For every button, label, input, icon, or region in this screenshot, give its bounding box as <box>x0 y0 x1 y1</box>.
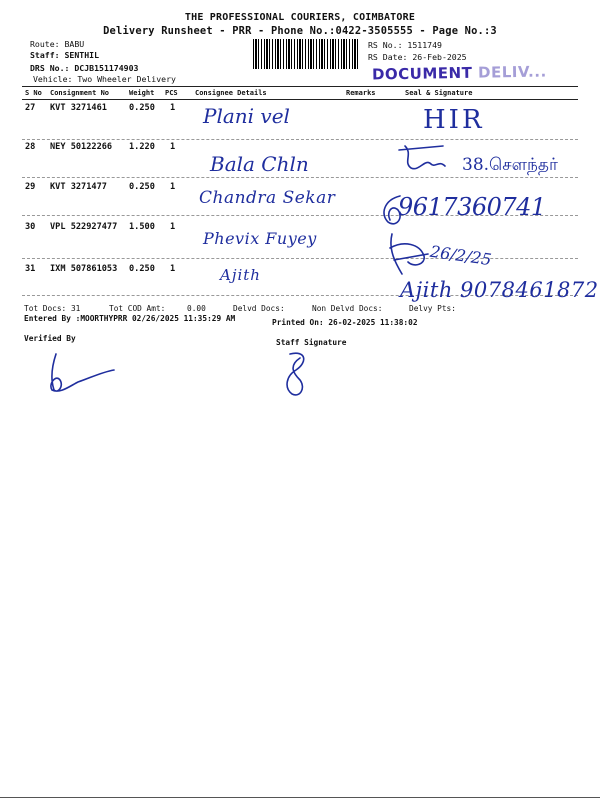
row-consignee-handwritten: Chandra Sekar <box>199 188 336 208</box>
table-top-rule <box>22 86 578 87</box>
row-consignee-handwritten: Plani vel <box>203 104 290 128</box>
row-weight: 0.250 <box>129 103 155 113</box>
signature-row-31: Ajith 9078461872 <box>400 278 599 302</box>
company-title: THE PROFESSIONAL COURIERS, COIMBATORE <box>184 12 416 23</box>
runsheet-subtitle: Delivery Runsheet - PRR - Phone No.:0422-3505555 - Page No.:3 <box>103 25 497 37</box>
row-consignee-handwritten: Bala Chln <box>210 152 309 176</box>
col-consignee: Consignee Details <box>195 89 267 97</box>
verified-by-label: Verified By <box>24 334 76 343</box>
row-consignment: VPL 522927477 <box>50 222 118 232</box>
row-divider <box>22 139 578 140</box>
document-delivered-stamp <box>372 62 547 83</box>
tot-cod-value: 0.00 <box>187 304 206 313</box>
signature-row-27: HIR <box>423 105 485 135</box>
row-weight: 1.220 <box>129 142 155 152</box>
row-weight: 1.500 <box>129 222 155 232</box>
stamp-main-text: DOCUMENT <box>371 63 473 84</box>
verified-by-signature <box>30 350 120 400</box>
stamp-faded-text: DELIV... <box>472 62 547 82</box>
row-pcs: 1 <box>170 264 176 274</box>
row-consignment: KVT 3271461 <box>50 103 107 113</box>
row-pcs: 1 <box>170 222 176 232</box>
non-delvd-docs: Non Delvd Docs: <box>312 304 383 313</box>
row-consignee-handwritten: Ajith <box>220 266 261 284</box>
col-remarks: Remarks <box>346 89 376 97</box>
printed-on: Printed On: 26-02-2025 11:38:02 <box>272 318 418 327</box>
row-sno: 29 <box>25 182 36 192</box>
vehicle-label: Vehicle: Two Wheeler Delivery <box>33 74 176 84</box>
route-label: Route: BABU <box>30 39 85 49</box>
row-consignee-handwritten: Phevix Fuyey <box>203 229 317 248</box>
staff-signature-scribble <box>278 348 318 404</box>
row-pcs: 1 <box>170 142 176 152</box>
scribble-signature-row-28 <box>395 140 455 180</box>
row-sno: 28 <box>25 142 36 152</box>
rs-date: RS Date: 26-Feb-2025 <box>368 52 467 62</box>
row-weight: 0.250 <box>129 182 155 192</box>
row-weight: 0.250 <box>129 264 155 274</box>
delvy-pts: Delvy Pts: <box>409 304 456 313</box>
tot-cod-label: Tot COD Amt: <box>109 304 166 313</box>
scribble-signature-row-29 <box>378 192 408 232</box>
table-header-rule <box>22 99 578 100</box>
rs-number: RS No.: 1511749 <box>368 40 442 50</box>
row-divider <box>22 258 578 259</box>
tot-docs: Tot Docs: 31 <box>24 304 81 313</box>
col-weight: Weight <box>129 89 155 97</box>
entered-by: Entered By :MOORTHYPRR 02/26/2025 11:35:29 AM <box>24 314 236 323</box>
table-header <box>22 89 578 99</box>
barcode-image <box>253 39 360 69</box>
drs-number: DRS No.: DCJB151174903 <box>30 63 139 73</box>
signature-row-29: 9617360741 <box>398 193 546 221</box>
staff-signature-label: Staff Signature <box>276 338 347 347</box>
signature-row-30: 26/2/25 <box>428 241 493 270</box>
signature-row-28: 38.சௌந்தர் <box>462 155 558 175</box>
col-consignment: Consignment No <box>50 89 110 97</box>
row-consignment: IXM 507861053 <box>50 264 118 274</box>
row-consignment: NEY 50122266 <box>50 142 113 152</box>
row-sno: 30 <box>25 222 36 232</box>
col-sno: S No <box>25 89 42 97</box>
row-pcs: 1 <box>170 182 176 192</box>
col-pcs: PCS <box>165 89 178 97</box>
scribble-signature-row-30 <box>384 230 434 280</box>
row-sno: 31 <box>25 264 36 274</box>
staff-label: Staff: SENTHIL <box>30 50 100 60</box>
delvd-docs: Delvd Docs: <box>233 304 285 313</box>
row-divider <box>22 177 578 178</box>
row-consignment: KVT 3271477 <box>50 182 107 192</box>
row-sno: 27 <box>25 103 36 113</box>
row-pcs: 1 <box>170 103 176 113</box>
col-seal-signature: Seal & Signature <box>405 89 473 97</box>
page-bottom-edge <box>0 797 600 798</box>
